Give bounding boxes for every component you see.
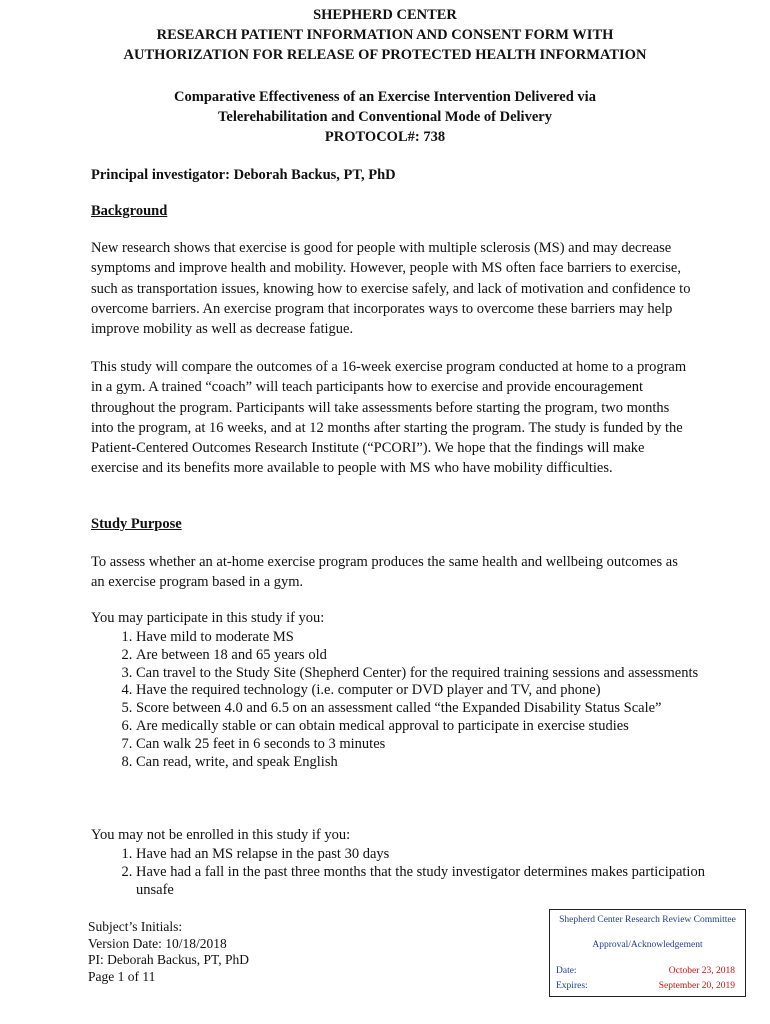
footer-pi: PI: Deborah Backus, PT, PhD — [88, 952, 249, 967]
list-item: 1. Have mild to moderate MS — [136, 629, 736, 647]
list-item: 2. Have had a fall in the past three months that the study investigator determines makes participation unsafe — [136, 864, 736, 900]
protocol-number: PROTOCOL#: 738 — [324, 129, 446, 145]
list-item: 5. Score between 4.0 and 6.5 on an assessment called “the Expanded Disability Status Scale” — [136, 700, 736, 718]
header-line-3: AUTHORIZATION FOR RELEASE OF PROTECTED HEALTH INFORMATION — [123, 47, 647, 63]
exclusion-intro: You may not be enrolled in this study if you: — [91, 827, 351, 843]
inclusion-intro: You may participate in this study if you: — [91, 610, 325, 626]
list-item: 6. Are medically stable or can obtain medical approval to participate in exercise studies — [136, 718, 736, 736]
list-item: 3. Can travel to the Study Site (Shepherd Center) for the required training sessions and assessments — [136, 665, 736, 683]
header-line-2: RESEARCH PATIENT INFORMATION AND CONSENT FORM WITH — [156, 27, 614, 43]
background-paragraph-1: New research shows that exercise is good for people with multiple sclerosis (MS) and may decrease symptoms and improve health and mobility. However, people with MS often face barriers to exercise, such as transportation issues, knowing how to exercise safely, and lack of motivation and confidence to overcome barriers. An exercise program that incorporates ways to overcome these barriers may help improve mobility as well as decrease fatigue. — [91, 240, 691, 338]
list-item: 7. Can walk 25 feet in 6 seconds to 3 minutes — [136, 736, 736, 754]
stamp-subtitle: Approval/Acknowledgement — [592, 940, 703, 950]
study-title-line-1: Comparative Effectiveness of an Exercise Intervention Delivered via — [174, 89, 596, 105]
version-date: Version Date: 10/18/2018 — [88, 935, 227, 951]
stamp-title: Shepherd Center Research Review Committee — [559, 915, 736, 925]
stamp-expires-value: September 20, 2019 — [658, 981, 735, 991]
inclusion-list — [91, 629, 736, 771]
list-item: 2. Are between 18 and 65 years old — [136, 647, 736, 665]
study-purpose-heading: Study Purpose — [91, 516, 182, 532]
principal-investigator: Principal investigator: Deborah Backus, PT, PhD — [91, 167, 396, 183]
review-committee-stamp — [549, 909, 746, 997]
list-item: 4. Have the required technology (i.e. computer or DVD player and TV, and phone) — [136, 682, 736, 700]
subject-initials-label: Subject’s Initials: — [88, 919, 183, 934]
stamp-expires-label: Expires: — [556, 981, 588, 991]
list-item: 8. Can read, write, and speak English — [136, 754, 736, 772]
background-heading: Background — [91, 203, 168, 219]
background-paragraph-2: This study will compare the outcomes of a 16-week exercise program conducted at home to a program in a gym. A trained “coach” will teach participants how to exercise and provide encouragement throughout the program. Participants will take assessments before starting the program, two months into the program, at 16 weeks, and at 12 months after starting the program. The study is funded by the Patient-Centered Outcomes Research Institute (“PCORI”). We hope that the findings will make exercise and its benefits more available to people with MS who have mobility difficulties. — [91, 359, 687, 477]
header-line-1: SHEPHERD CENTER — [313, 7, 457, 23]
list-item: 1. Have had an MS relapse in the past 30 days — [136, 846, 736, 864]
stamp-date-value: October 23, 2018 — [668, 966, 735, 976]
exclusion-list — [91, 846, 736, 899]
stamp-date-label: Date: — [556, 966, 577, 976]
page-number: Page 1 of 11 — [88, 968, 156, 984]
study-purpose-paragraph: To assess whether an at-home exercise program produces the same health and wellbeing outcomes as an exercise program based in a gym. — [91, 554, 678, 591]
study-title-line-2: Telerehabilitation and Conventional Mode of Delivery — [218, 109, 552, 125]
page-footer — [88, 919, 249, 985]
